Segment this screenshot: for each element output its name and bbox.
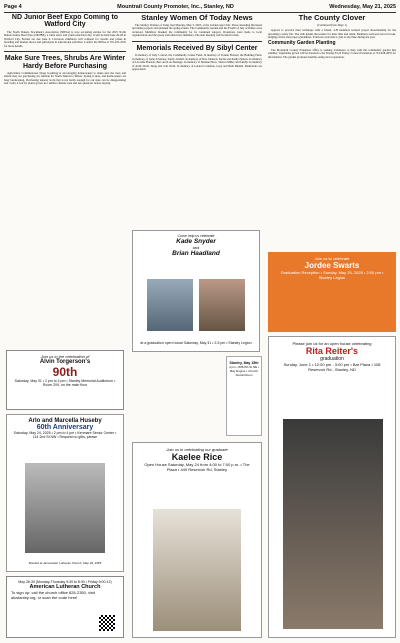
photo-caption: Married at Jamestown Lutheran Church, May 29, 1965 bbox=[28, 561, 102, 565]
column-1 bbox=[4, 14, 126, 344]
article-body-beef-expo: The North Dakota Stockmen's Association (NDSA) is now accepting entries for the 2025 North Dakota Junior Beef Expo (NDJBE), a cattle show and youth education day. It will be held June 26-28 in Watford City. Entries are due June 9. Livestock exhibitors will compete for awards and prizes in breeding and market shows and participate in educational activities. Contact the NDSA at 701-223-2522 for more details. bbox=[4, 29, 126, 48]
column-3 bbox=[268, 14, 396, 254]
anniversary-ad bbox=[6, 414, 124, 572]
page-number: Page 4 bbox=[4, 4, 22, 10]
birthday-ad bbox=[6, 350, 124, 410]
ad-anniversary: 60th Anniversary bbox=[36, 424, 94, 431]
note-title: Stanley, May 15th bbox=[229, 361, 259, 365]
divider bbox=[4, 51, 126, 52]
article-body-women-of-today: The Stanley Women of Today met Monday, May 5, 2025, at the Golden Age Club. Those attending discussed upcoming projects and planned the spring events. The Community Garden and the Fourth of July activities were reviewed. Members thanked the community for its continued support. Donations were made to local organizations and the group welcomed new members. The next meeting will be held in June. bbox=[132, 22, 262, 38]
ad-details: Saturday, May 31 • 2 pm to 4 pm • Stanley Memorial Auditorium • Room 209, on the main floor bbox=[14, 379, 116, 387]
ad-conjunction: and bbox=[192, 245, 200, 250]
note-box bbox=[226, 356, 262, 436]
ad-lead: Come help us celebrate bbox=[177, 234, 215, 238]
ad-milestone: 90th bbox=[52, 365, 78, 379]
ad-honoree: Rita Reiter's bbox=[305, 346, 359, 356]
grad-photo bbox=[153, 509, 241, 631]
divider bbox=[132, 41, 262, 42]
church-ad bbox=[6, 576, 124, 638]
headline-county-clover: The County Clover bbox=[298, 14, 366, 22]
article-body-clover: appears to practice their technique with a friend. 4-H members learned proper showmanship for the upcoming county fair. The club thanks the leaders for their time and talent. Members reviewed record books, judging events and project guidelines. Youth are welcome to join at any time during the year. bbox=[268, 28, 396, 40]
graduation-ad-1 bbox=[132, 230, 260, 352]
ad-details: Sunday, June 1 • 12:00 pm - 3:00 pm • Bar Plaza • 108 Reservoir Rd., Stanley, ND bbox=[283, 362, 381, 372]
article-body-memorials: In memory of Judy Conrad, the Community Center Fund. In memory of Vonnie Finstad, the Building Fund. In memory of Irene Zavalney, Sandy Lindell. In memory of Ron Johnson, Kevin and Kathy Nelson. In memory of Lavonne Hanson, Bert and Lois Ramage. In memory of Maxine Hove, Sharon Miller and family. In memory of Ardis Wold, Doug and Jodi Wold. In memory of Leland Cornelius, Gary and Beth Henkle. Memorials are appreciated. bbox=[132, 53, 262, 72]
ad-details: at a graduation open house Saturday, May 31 • 2-5 pm • Stanley Legion bbox=[140, 341, 252, 345]
grad-photo bbox=[199, 279, 245, 331]
qr-code-icon[interactable] bbox=[99, 615, 115, 631]
headline-junior-beef-expo: ND Junior Beef Expo Coming to Watford City bbox=[11, 14, 119, 29]
ad-subtitle: graduation bbox=[320, 356, 344, 362]
ad-details: Graduation Reception • Sunday, May 25, 2025 • 2:00 pm • Stanley Legion bbox=[280, 270, 384, 280]
wedding-photo bbox=[23, 461, 107, 555]
ad-church-name: American Lutheran Church bbox=[29, 584, 101, 590]
subhead-community-garden: Community Garden Planting bbox=[268, 40, 336, 47]
masthead bbox=[4, 2, 396, 13]
ad-lead: Join us in the celebration of bbox=[40, 354, 90, 359]
headline-memorials: Memorials Received By Sibyl Center bbox=[136, 44, 258, 52]
ad-grad-name: Kade Snyder bbox=[176, 238, 216, 245]
continued-note: (Continued from Page 1) bbox=[317, 22, 347, 27]
ad-lead: Join us in celebrating our graduate bbox=[166, 447, 228, 452]
ad-honoree: Jordee Swarts bbox=[304, 261, 360, 270]
ad-lead: Join us to celebrate bbox=[314, 256, 350, 261]
ad-details: Open House Saturday, May 24 from 4:00 to 7:00 p.m. • The Plaza • 440 Reservoir Rd, Stanley bbox=[144, 462, 250, 472]
column-2 bbox=[132, 14, 262, 234]
ad-honoree: Alvin Torgerson's bbox=[39, 359, 91, 365]
article-body-garden: The Mountrail County Extension office is seeking volunteers to help with the community garden this summer. Vegetables grown will be donated to the Stanley Food Pantry. Contact Extension at 701-628-2835 for information. The garden promotes healthy eating and cooperation. bbox=[268, 47, 396, 59]
paper-title: Mountrail County Promoter, Inc., Stanley, ND bbox=[117, 4, 234, 10]
ad-details: Saturday, May 24, 2025 • 2 pm to 4 pm • Kenmare Senior Center • 114 2nd St NW • Request no gifts, please bbox=[13, 431, 117, 439]
ad-details: May 26-30 (Monday-Thursday 9:30 to 8:30 • Friday 9:00-12) bbox=[18, 580, 112, 584]
graduation-ad-3 bbox=[268, 336, 396, 638]
ad-lead: Please join us for an open house celebrating bbox=[292, 341, 372, 346]
grad-photo bbox=[147, 279, 193, 331]
grad-photo bbox=[283, 419, 383, 629]
issue-date: Wednesday, May 21, 2025 bbox=[329, 4, 396, 10]
headline-women-of-today: Stanley Women Of Today News bbox=[141, 14, 253, 22]
note-details: 4 pm • 808 8th St NE • Bay Engine • Church Social Room bbox=[229, 365, 259, 377]
ad-couple: Arlo and Marcella Huseby bbox=[28, 418, 102, 424]
ad-grad-name: Kaelee Rice bbox=[171, 452, 223, 462]
ad-cta: To sign up: call the church office 628-2350, visit alcstanley.org, or scan the code here! bbox=[11, 590, 95, 600]
headline-trees-shrubs: Make Sure Trees, Shrubs Are Winter Hardy Before Purchasing bbox=[4, 55, 126, 70]
celebration-ad bbox=[268, 252, 396, 332]
article-body-trees: Agriculture Commissioner Doug Goehring is encouraging homeowners to make sure the trees and shrubs they are purchasing are suitable for North Dakota's climate. Spring is here, and homeowners are busy landscaping. Purchasing nursery stock that is not hardy enough for our state can be disappointing and costly. Look for plants grown in a similar climate zone and ask questions before buying. bbox=[4, 70, 126, 86]
graduation-ad-2 bbox=[132, 442, 262, 638]
ad-grad-name-2: Brian Haadland bbox=[172, 250, 220, 257]
